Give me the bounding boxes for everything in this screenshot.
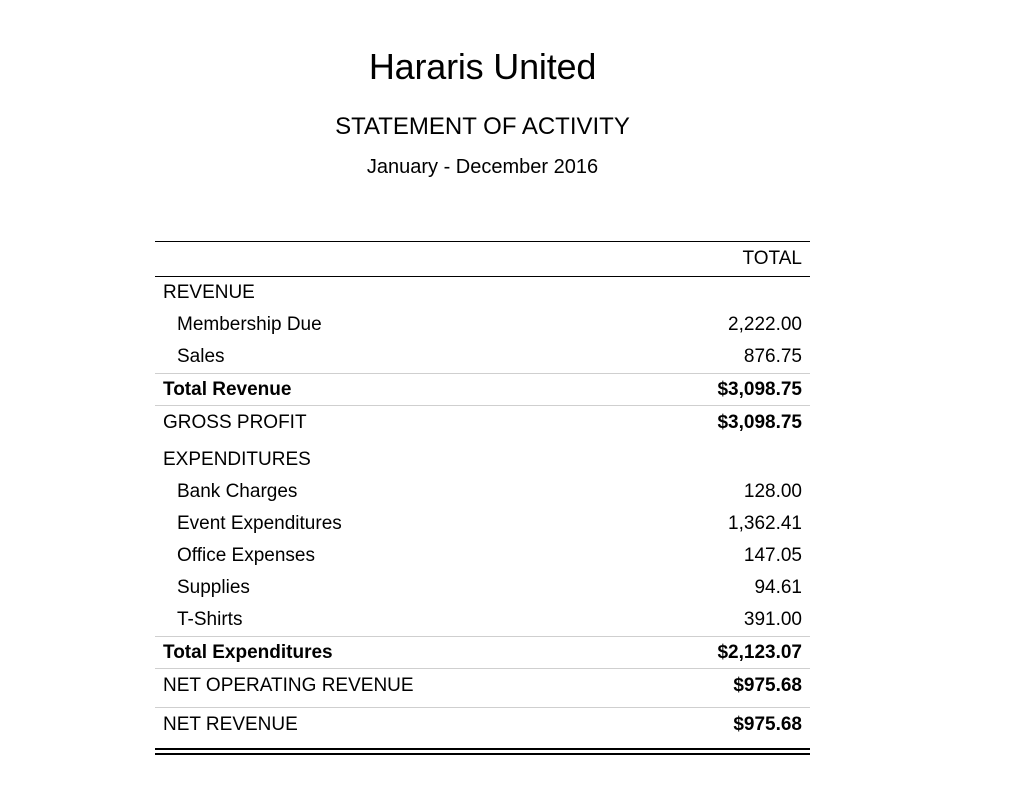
summary-amount: $3,098.75	[717, 412, 802, 433]
line-item-amount: 876.75	[743, 346, 802, 367]
total-revenue-row	[155, 373, 810, 405]
line-item-row	[155, 508, 810, 540]
line-item-row	[155, 604, 810, 636]
report-period: January - December 2016	[366, 156, 599, 178]
table-bottom-double-rule	[155, 748, 810, 755]
section-label: REVENUE	[163, 282, 255, 303]
line-item-amount: 128.00	[743, 481, 802, 502]
line-item-row	[155, 540, 810, 572]
net-operating-revenue-row	[155, 668, 810, 707]
column-header-total: TOTAL	[742, 248, 802, 269]
line-item-label: Office Expenses	[177, 545, 316, 566]
total-amount: $3,098.75	[717, 379, 802, 400]
line-item-amount: 2,222.00	[728, 314, 802, 335]
report-title: STATEMENT OF ACTIVITY	[335, 113, 630, 140]
line-item-label: Event Expenditures	[177, 513, 342, 534]
summary-label: GROSS PROFIT	[163, 412, 307, 433]
section-label: EXPENDITURES	[163, 449, 311, 470]
total-label: Total Revenue	[163, 379, 292, 400]
line-item-row	[155, 341, 810, 373]
line-item-label: Bank Charges	[177, 481, 298, 502]
gross-profit-row	[155, 405, 810, 444]
total-amount: $2,123.07	[717, 642, 802, 663]
summary-label: NET OPERATING REVENUE	[163, 675, 414, 696]
line-item-row	[155, 309, 810, 341]
section-header-expenditures	[155, 444, 810, 476]
column-header-row	[155, 242, 810, 277]
line-item-amount: 391.00	[743, 609, 802, 630]
line-item-amount: 147.05	[743, 545, 802, 566]
company-name: Hararis United	[368, 46, 597, 87]
line-item-label: T-Shirts	[177, 609, 243, 630]
summary-label: NET REVENUE	[163, 714, 298, 735]
summary-amount: $975.68	[733, 675, 802, 696]
line-item-label: Sales	[177, 346, 225, 367]
total-expenditures-row	[155, 636, 810, 668]
section-header-revenue	[155, 277, 810, 309]
net-revenue-row	[155, 707, 810, 746]
statement-table	[155, 241, 810, 755]
summary-amount: $975.68	[733, 714, 802, 735]
line-item-amount: 94.61	[754, 577, 802, 598]
total-label: Total Expenditures	[163, 642, 333, 663]
line-item-amount: 1,362.41	[728, 513, 802, 534]
line-item-label: Supplies	[177, 577, 250, 598]
line-item-label: Membership Due	[177, 314, 322, 335]
line-item-row	[155, 572, 810, 604]
line-item-row	[155, 476, 810, 508]
